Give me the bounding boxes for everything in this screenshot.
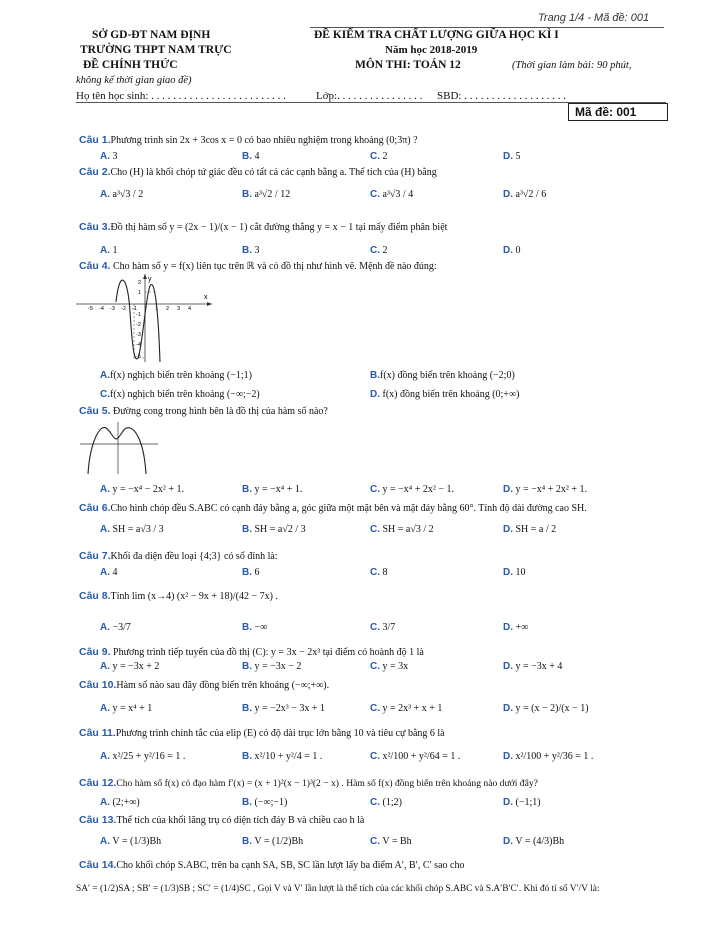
q2-answer-c[interactable]: C. a³√3 / 4 bbox=[370, 189, 414, 200]
q5-answer-c[interactable]: C. y = −x⁴ + 2x² − 1. bbox=[370, 484, 455, 495]
graph4-xtick-7: 3 bbox=[177, 306, 181, 312]
graph4-xtick-2: -3 bbox=[110, 306, 115, 312]
q12-answer-a[interactable]: A. (2;+∞) bbox=[100, 797, 140, 808]
exam-time: (Thời gian làm bài: 90 phút, bbox=[512, 60, 632, 71]
q12-answer-c[interactable]: C. (1;2) bbox=[370, 797, 402, 808]
question-14: Câu 14.Cho khối chóp S.ABC, trên ba cạnh SA, SB, SC lần lượt lấy ba điểm A′, B′, C′ sao cho bbox=[79, 859, 465, 871]
graph4-xtick-0: -5 bbox=[88, 306, 93, 312]
q1-answer-c[interactable]: C. 2 bbox=[370, 151, 388, 162]
q1-answer-a[interactable]: A. 3 bbox=[100, 151, 118, 162]
q7-answer-d[interactable]: D. 10 bbox=[503, 567, 526, 578]
graph4-xtick-5: 1 bbox=[155, 306, 159, 312]
q3-answer-c[interactable]: C. 2 bbox=[370, 245, 388, 256]
q7-answer-a[interactable]: A. 4 bbox=[100, 567, 118, 578]
question-9: Câu 9. Phương trình tiếp tuyến của đồ thị (C): y = 3x − 2x³ tại điểm có hoành độ 1 là bbox=[79, 646, 424, 658]
q3-answer-b[interactable]: B. 3 bbox=[242, 245, 260, 256]
q11-answer-a[interactable]: A. x²/25 + y²/16 = 1 . bbox=[100, 751, 186, 762]
question-7: Câu 7.Khối đa diện đều loại {4;3} có số đỉnh là: bbox=[79, 550, 278, 562]
q13-answer-d[interactable]: D. V = (4/3)Bh bbox=[503, 836, 565, 847]
q10-answer-b[interactable]: B. y = −2x³ − 3x + 1 bbox=[242, 703, 326, 714]
q5-answer-d[interactable]: D. y = −x⁴ + 2x² + 1. bbox=[503, 484, 588, 495]
graph4-xtick-1: -4 bbox=[99, 306, 104, 312]
q6-answer-a[interactable]: A. SH = a√3 / 3 bbox=[100, 524, 164, 535]
q5-answer-b[interactable]: B. y = −x⁴ + 1. bbox=[242, 484, 303, 495]
q13-answer-b[interactable]: B. V = (1/2)Bh bbox=[242, 836, 304, 847]
question-12: Câu 12.Cho hàm số f(x) có đạo hàm f′(x) = (x + 1)²(x − 1)³(2 − x) . Hàm số f(x) đồng biến trên khoảng nào dưới đây? bbox=[79, 777, 538, 789]
school-department: SỞ GD-ĐT NAM ĐỊNH bbox=[92, 29, 211, 41]
question-3: Câu 3.Đồ thị hàm số y = (2x − 1)/(x − 1) cắt đường thẳng y = x − 1 tại mấy điểm phân biệt bbox=[79, 221, 448, 233]
graph4-ytick-5: -4 bbox=[136, 342, 141, 348]
graph4-ytick-4: -3 bbox=[136, 332, 141, 338]
q9-answer-b[interactable]: B. y = −3x − 2 bbox=[242, 661, 302, 672]
q3-answer-d[interactable]: D. 0 bbox=[503, 245, 521, 256]
q4-function-graph bbox=[76, 272, 216, 364]
graph4-ytick-3: -2 bbox=[136, 322, 141, 328]
header-rule bbox=[310, 27, 664, 28]
q2-answer-b[interactable]: B. a³√2 / 12 bbox=[242, 189, 291, 200]
student-sbd-field[interactable]: SBD: . . . . . . . . . . . . . . . . . . . bbox=[437, 90, 566, 102]
q6-answer-b[interactable]: B. SH = a√2 / 3 bbox=[242, 524, 306, 535]
exam-title: ĐỀ KIỂM TRA CHẤT LƯỢNG GIỮA HỌC KÌ I bbox=[314, 29, 559, 41]
q6-answer-d[interactable]: D. SH = a / 2 bbox=[503, 524, 557, 535]
exam-subject: MÔN THI: TOÁN 12 bbox=[355, 59, 461, 71]
question-5: Câu 5. Đường cong trong hình bên là đồ thị của hàm số nào? bbox=[79, 405, 328, 417]
q13-answer-a[interactable]: A. V = (1/3)Bh bbox=[100, 836, 162, 847]
question-14-cont: SA′ = (1/2)SA ; SB′ = (1/3)SB ; SC′ = (1/4)SC , Gọi V và V′ lần lượt là thể tích của các khối chóp S.ABC và S.A′B′C′. Khi đó tỉ số V′/V là: bbox=[76, 884, 600, 894]
student-name-field[interactable]: Họ tên học sinh: . . . . . . . . . . . . . . . . . . . . . . . . . bbox=[76, 90, 286, 102]
q12-answer-d[interactable]: D. (−1;1) bbox=[503, 797, 541, 808]
q3-answer-a[interactable]: A. 1 bbox=[100, 245, 118, 256]
q4-answer-d[interactable]: D. f(x) đồng biến trên khoảng (0;+∞) bbox=[370, 389, 520, 400]
official-label: ĐỀ CHÍNH THỨC bbox=[83, 59, 178, 71]
q4-answer-b[interactable]: B.f(x) đồng biến trên khoảng (−2;0) bbox=[370, 370, 515, 381]
q4-answer-a[interactable]: A.f(x) nghịch biến trên khoảng (−1;1) bbox=[100, 370, 252, 381]
q1-answer-b[interactable]: B. 4 bbox=[242, 151, 260, 162]
question-4: Câu 4. Cho hàm số y = f(x) liên tục trên ℝ và có đồ thị như hình vẽ. Mệnh đề nào đúng: bbox=[79, 260, 437, 272]
q5-answer-a[interactable]: A. y = −x⁴ − 2x² + 1. bbox=[100, 484, 185, 495]
q8-answer-b[interactable]: B. −∞ bbox=[242, 622, 268, 633]
question-10: Câu 10.Hàm số nào sau đây đồng biến trên khoảng (−∞;+∞). bbox=[79, 679, 330, 691]
q11-answer-d[interactable]: D. x²/100 + y²/36 = 1 . bbox=[503, 751, 594, 762]
q5-curve-graph bbox=[80, 420, 160, 476]
school-name: TRƯỜNG THPT NAM TRỰC bbox=[80, 44, 232, 56]
q1-answer-d[interactable]: D. 5 bbox=[503, 151, 521, 162]
q10-answer-a[interactable]: A. y = x⁴ + 1 bbox=[100, 703, 153, 714]
exam-time-cont: không kể thời gian giao đề) bbox=[76, 75, 192, 86]
q7-answer-c[interactable]: C. 8 bbox=[370, 567, 388, 578]
graph4-ytick-2: -1 bbox=[136, 312, 141, 318]
q12-answer-b[interactable]: B. (−∞;−1) bbox=[242, 797, 288, 808]
q2-answer-d[interactable]: D. a³√2 / 6 bbox=[503, 189, 547, 200]
school-year: Năm học 2018-2019 bbox=[385, 44, 478, 56]
q10-answer-d[interactable]: D. y = (x − 2)/(x − 1) bbox=[503, 703, 589, 714]
q7-answer-b[interactable]: B. 6 bbox=[242, 567, 260, 578]
question-11: Câu 11.Phương trình chính tắc của elip (E) có độ dài trục lớn bằng 10 và tiêu cự bằng 6 là bbox=[79, 727, 445, 739]
student-class-field[interactable]: Lớp:. . . . . . . . . . . . . . . . bbox=[316, 90, 423, 102]
q8-answer-a[interactable]: A. −3/7 bbox=[100, 622, 131, 633]
q8-answer-d[interactable]: D. +∞ bbox=[503, 622, 529, 633]
graph4-xtick-8: 4 bbox=[188, 306, 192, 312]
q9-answer-a[interactable]: A. y = −3x + 2 bbox=[100, 661, 160, 672]
q6-answer-c[interactable]: C. SH = a√3 / 2 bbox=[370, 524, 434, 535]
question-6: Câu 6.Cho hình chóp đều S.ABC có cạnh đáy bằng a, góc giữa một mặt bên và mặt đáy bằng 60°. Tính độ dài đường cao SH. bbox=[79, 502, 587, 514]
question-13: Câu 13.Thể tích của khối lăng trụ có diện tích đáy B và chiều cao h là bbox=[79, 814, 365, 826]
q13-answer-c[interactable]: C. V = Bh bbox=[370, 836, 412, 847]
exam-code: Mã đề: 001 bbox=[575, 105, 637, 119]
graph4-ytick-0: 2 bbox=[138, 280, 142, 286]
graph4-ytick-1: 1 bbox=[138, 290, 142, 296]
q8-answer-c[interactable]: C. 3/7 bbox=[370, 622, 396, 633]
q2-answer-a[interactable]: A. a³√3 / 2 bbox=[100, 189, 144, 200]
graph4-xtick-4: -1 bbox=[132, 306, 137, 312]
graph4-ytick-6: -5 bbox=[136, 354, 141, 360]
question-1: Câu 1.Phương trình sin 2x + 3cos x = 0 có bao nhiêu nghiệm trong khoảng (0;3π) ? bbox=[79, 134, 418, 146]
graph4-xtick-3: -2 bbox=[121, 306, 126, 312]
q4-answer-c[interactable]: C.f(x) nghịch biến trên khoảng (−∞;−2) bbox=[100, 389, 260, 400]
graph4-xtick-6: 2 bbox=[166, 306, 170, 312]
page-number-header: Trang 1/4 - Mã đề: 001 bbox=[538, 12, 650, 24]
question-8: Câu 8.Tính lim (x→4) (x² − 9x + 18)/(42 − 7x) . bbox=[79, 590, 278, 602]
q9-answer-c[interactable]: C. y = 3x bbox=[370, 661, 409, 672]
q9-answer-d[interactable]: D. y = −3x + 4 bbox=[503, 661, 563, 672]
q11-answer-c[interactable]: C. x²/100 + y²/64 = 1 . bbox=[370, 751, 461, 762]
exam-code-box bbox=[568, 103, 668, 121]
graph4-y-label: y bbox=[148, 276, 152, 283]
q10-answer-c[interactable]: C. y = 2x³ + x + 1 bbox=[370, 703, 443, 714]
graph4-x-label: x bbox=[204, 294, 208, 301]
q11-answer-b[interactable]: B. x²/10 + y²/4 = 1 . bbox=[242, 751, 323, 762]
question-2: Câu 2.Cho (H) là khối chóp tứ giác đều có tất cả các cạnh bằng a. Thể tích của (H) bằng bbox=[79, 166, 437, 178]
